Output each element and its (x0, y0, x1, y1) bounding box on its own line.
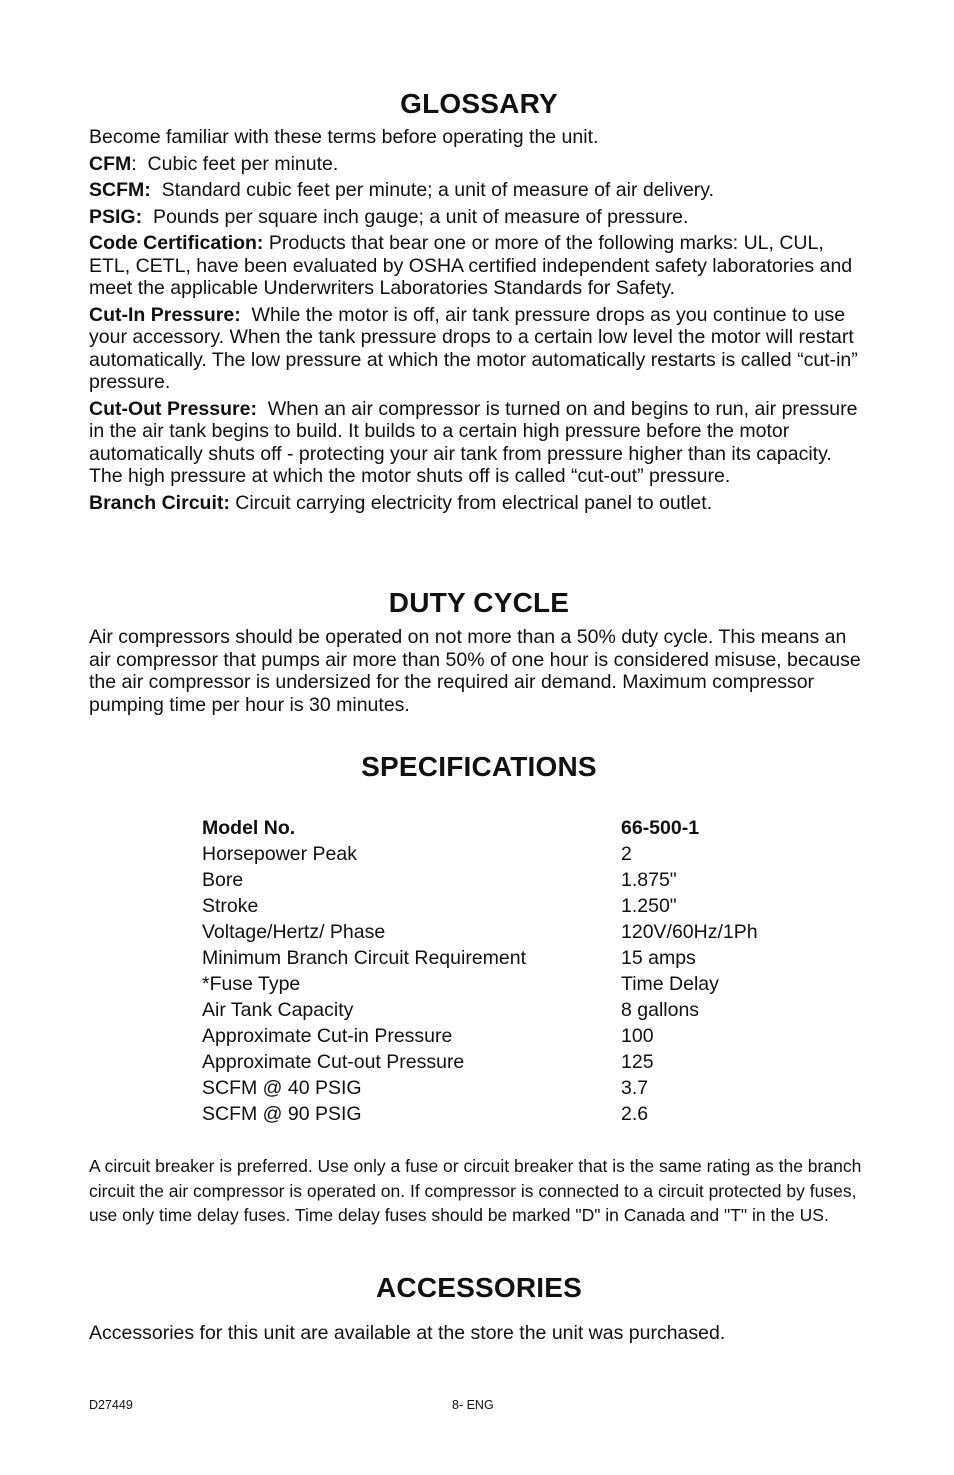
glossary-heading: GLOSSARY (400, 88, 558, 119)
spec-label: SCFM @ 40 PSIG (202, 1077, 362, 1099)
spec-value: 100 (621, 1025, 654, 1047)
glossary-definition: Pounds per square inch gauge; a unit of measure of pressure. (152, 205, 689, 228)
spec-header-row (202, 815, 758, 841)
glossary-entry-cut-in-pressure (89, 304, 869, 394)
glossary-term: CFM (89, 152, 132, 175)
spec-label: Voltage/Hertz/ Phase (202, 921, 386, 943)
document-code: D27449 (89, 1398, 133, 1412)
duty-cycle-heading: DUTY CYCLE (388, 587, 570, 618)
spec-value: 125 (621, 1051, 654, 1073)
duty-cycle-text: Air compressors should be operated on not more than a 50% duty cycle. This means an air compressor that pumps air more than 50% of one hour is considered misuse, because the air compressor is undersized for the required air demand. Maximum compressor pumping time per hour is 30 minutes. (89, 626, 861, 716)
spec-row (202, 1049, 758, 1075)
spec-row (202, 1101, 758, 1127)
glossary-term: Branch Circuit: (89, 491, 230, 514)
glossary-definition: Products that bear one or more of the following marks: UL, CUL, ETL, CETL, have been evaluated by OSHA certified independent safety laboratories and meet the applicable Underwriters Laboratories Standards for Safety. (89, 232, 853, 299)
glossary-entry-cfm: CFM: Cubic feet per minute. (89, 152, 339, 175)
spec-label: Stroke (202, 895, 259, 917)
spec-row (202, 919, 758, 945)
spec-value: 2.6 (621, 1103, 649, 1125)
spec-value: 8 gallons (621, 999, 700, 1021)
spec-value: 120V/60Hz/1Ph (621, 921, 758, 943)
spec-label: *Fuse Type (202, 973, 301, 995)
glossary-term: Cut-In Pressure: (89, 303, 241, 326)
spec-value: 2 (621, 843, 632, 865)
glossary-definition: While the motor is off, air tank pressure drops as you continue to use your accessory. When the tank pressure drops to a certain low level the motor will restart automatically. The low pressure at which the motor automatically restarts is called “cut-in” pressure. (89, 303, 858, 393)
spec-value: 3.7 (621, 1077, 649, 1099)
glossary-term: Code Certification: (89, 232, 264, 254)
glossary-body (89, 126, 869, 518)
accessories-text: Accessories for this unit are available at the store the unit was purchased. (89, 1322, 726, 1344)
glossary-definition: Standard cubic feet per minute; a unit of measure of air delivery. (161, 179, 715, 201)
spec-row (202, 945, 758, 971)
spec-value: Time Delay (621, 973, 719, 995)
spec-row (202, 971, 758, 997)
spec-label: Model No. (202, 817, 296, 839)
spec-label: Minimum Branch Circuit Requirement (202, 947, 527, 969)
spec-row (202, 997, 758, 1023)
spec-label: Approximate Cut-in Pressure (202, 1025, 453, 1047)
spec-label: SCFM @ 90 PSIG (202, 1103, 362, 1125)
spec-row (202, 1023, 758, 1049)
specifications-heading: SPECIFICATIONS (361, 751, 597, 782)
specifications-table (202, 815, 758, 1127)
page-number: 8- ENG (452, 1398, 494, 1412)
spec-label: Bore (202, 869, 244, 891)
glossary-definition: Cubic feet per minute. (147, 152, 339, 175)
glossary-term: PSIG: (89, 205, 143, 228)
fuse-note: A circuit breaker is preferred. Use only a fuse or circuit breaker that is the same rating as the branch circuit the air compressor is operated on. If compressor is connected to a circuit protected by fuses, use only time delay fuses. Time delay fuses should be marked "D" in Canada and "T" in the US. (89, 1156, 862, 1225)
glossary-intro: Become familiar with these terms before operating the unit. (89, 126, 599, 148)
spec-row (202, 867, 758, 893)
glossary-entry-branch-circuit (89, 492, 869, 515)
glossary-entry-psig (89, 206, 869, 229)
glossary-entry-code-certification (89, 232, 869, 300)
spec-value: 66-500-1 (621, 817, 700, 839)
spec-row (202, 893, 758, 919)
spec-label: Approximate Cut-out Pressure (202, 1051, 465, 1073)
glossary-definition: Circuit carrying electricity from electrical panel to outlet. (235, 491, 713, 514)
spec-value: 1.875" (621, 869, 677, 891)
accessories-heading: ACCESSORIES (375, 1272, 583, 1303)
spec-row (202, 1075, 758, 1101)
glossary-entry-scfm (89, 179, 869, 202)
spec-value: 1.250" (621, 895, 677, 917)
glossary-definition: When an air compressor is turned on and begins to run, air pressure in the air tank begins to build. It builds to a certain high pressure before the motor automatically shuts off - protecting your air tank from pressure higher than its capacity. The high pressure at which the motor shuts off is called “cut-out” pressure. (89, 397, 858, 487)
spec-row (202, 841, 758, 867)
spec-label: Air Tank Capacity (202, 999, 354, 1021)
glossary-term: SCFM: (89, 179, 151, 201)
spec-value: 15 amps (621, 947, 696, 969)
spec-label: Horsepower Peak (202, 843, 357, 865)
glossary-term: Cut-Out Pressure: (89, 397, 257, 420)
glossary-entry-cut-out-pressure (89, 398, 869, 488)
